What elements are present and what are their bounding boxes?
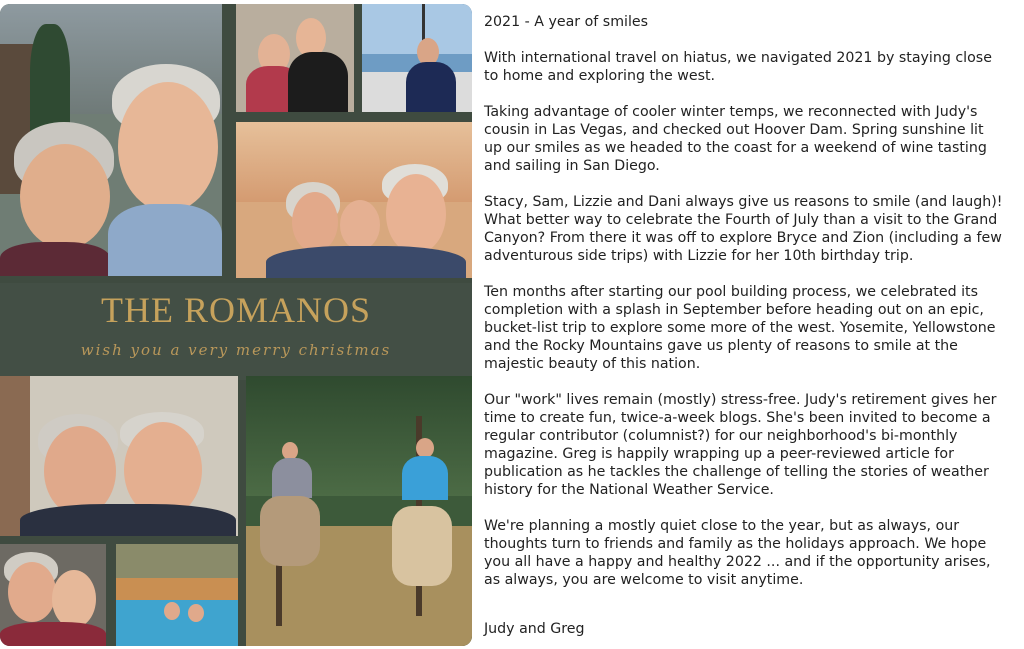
- photo-mountain-selfie: [0, 4, 222, 276]
- letter-signature: Judy and Greg: [484, 621, 585, 637]
- card-title-block: [0, 283, 472, 380]
- photo-grandchild-selfie: [0, 544, 106, 646]
- letter-paragraph: Ten months after starting our pool building process, we celebrated its completion with a splash in September before heading out on an epic, bucket-list trip to explore some more of the west. Yosemite, Yellowstone and the Rocky Mountains gave us plenty of reasons to smile at the majestic beauty of this nation.: [484, 284, 996, 372]
- photo-canyon-selfie: [236, 122, 472, 278]
- letter-paragraph: With international travel on hiatus, we navigated 2021 by staying close to home and exploring the west.: [484, 50, 992, 84]
- letter-paragraph: Taking advantage of cooler winter temps, we reconnected with Judy's cousin in Las Vegas, and checked out Hoover Dam. Spring sunshine lit up our smiles as we headed to the coast for a weekend of wine tasting and sailing in San Diego.: [484, 104, 987, 174]
- letter-body: [484, 13, 1004, 607]
- letter-paragraph: Our "work" lives remain (mostly) stress-free. Judy's retirement gives her time to create fun, twice-a-week blogs. She's been invited to become a regular contributor (columnist?) for our neighborhood's bi-monthly magazine. Greg is happily wrapping up a peer-reviewed article for publication as he tackles the challenge of telling the stories of weather history for the National Weather Service.: [484, 392, 997, 498]
- letter-paragraph: Stacy, Sam, Lizzie and Dani always give us reasons to smile (and laugh)! What better way to celebrate the Fourth of July than a visit to the Grand Canyon? From there it was off to explore Bryce and Zion (including a few adventurous side trips) with Lizzie for her 10th birthday trip.: [484, 194, 1003, 264]
- photo-horseback-ride: [246, 376, 472, 646]
- photo-sailing-boat: [362, 4, 472, 112]
- photo-couple-indoors: [236, 4, 354, 112]
- photo-collage: [0, 4, 472, 646]
- card-greeting: wish you a very merry christmas: [80, 341, 392, 359]
- photo-pool-splash: [116, 544, 238, 646]
- letter-paragraph: We're planning a mostly quiet close to the year, but as always, our thoughts turn to friends and family as the holidays approach. We hope you all have a happy and healthy 2022 ... and if the opportunity arises, as always, you are welcome to visit anytime.: [484, 518, 991, 588]
- photo-hoover-dam-selfie: [0, 376, 238, 536]
- card-title: THE ROMANOS: [100, 290, 371, 330]
- letter-heading: 2021 - A year of smiles: [484, 14, 649, 30]
